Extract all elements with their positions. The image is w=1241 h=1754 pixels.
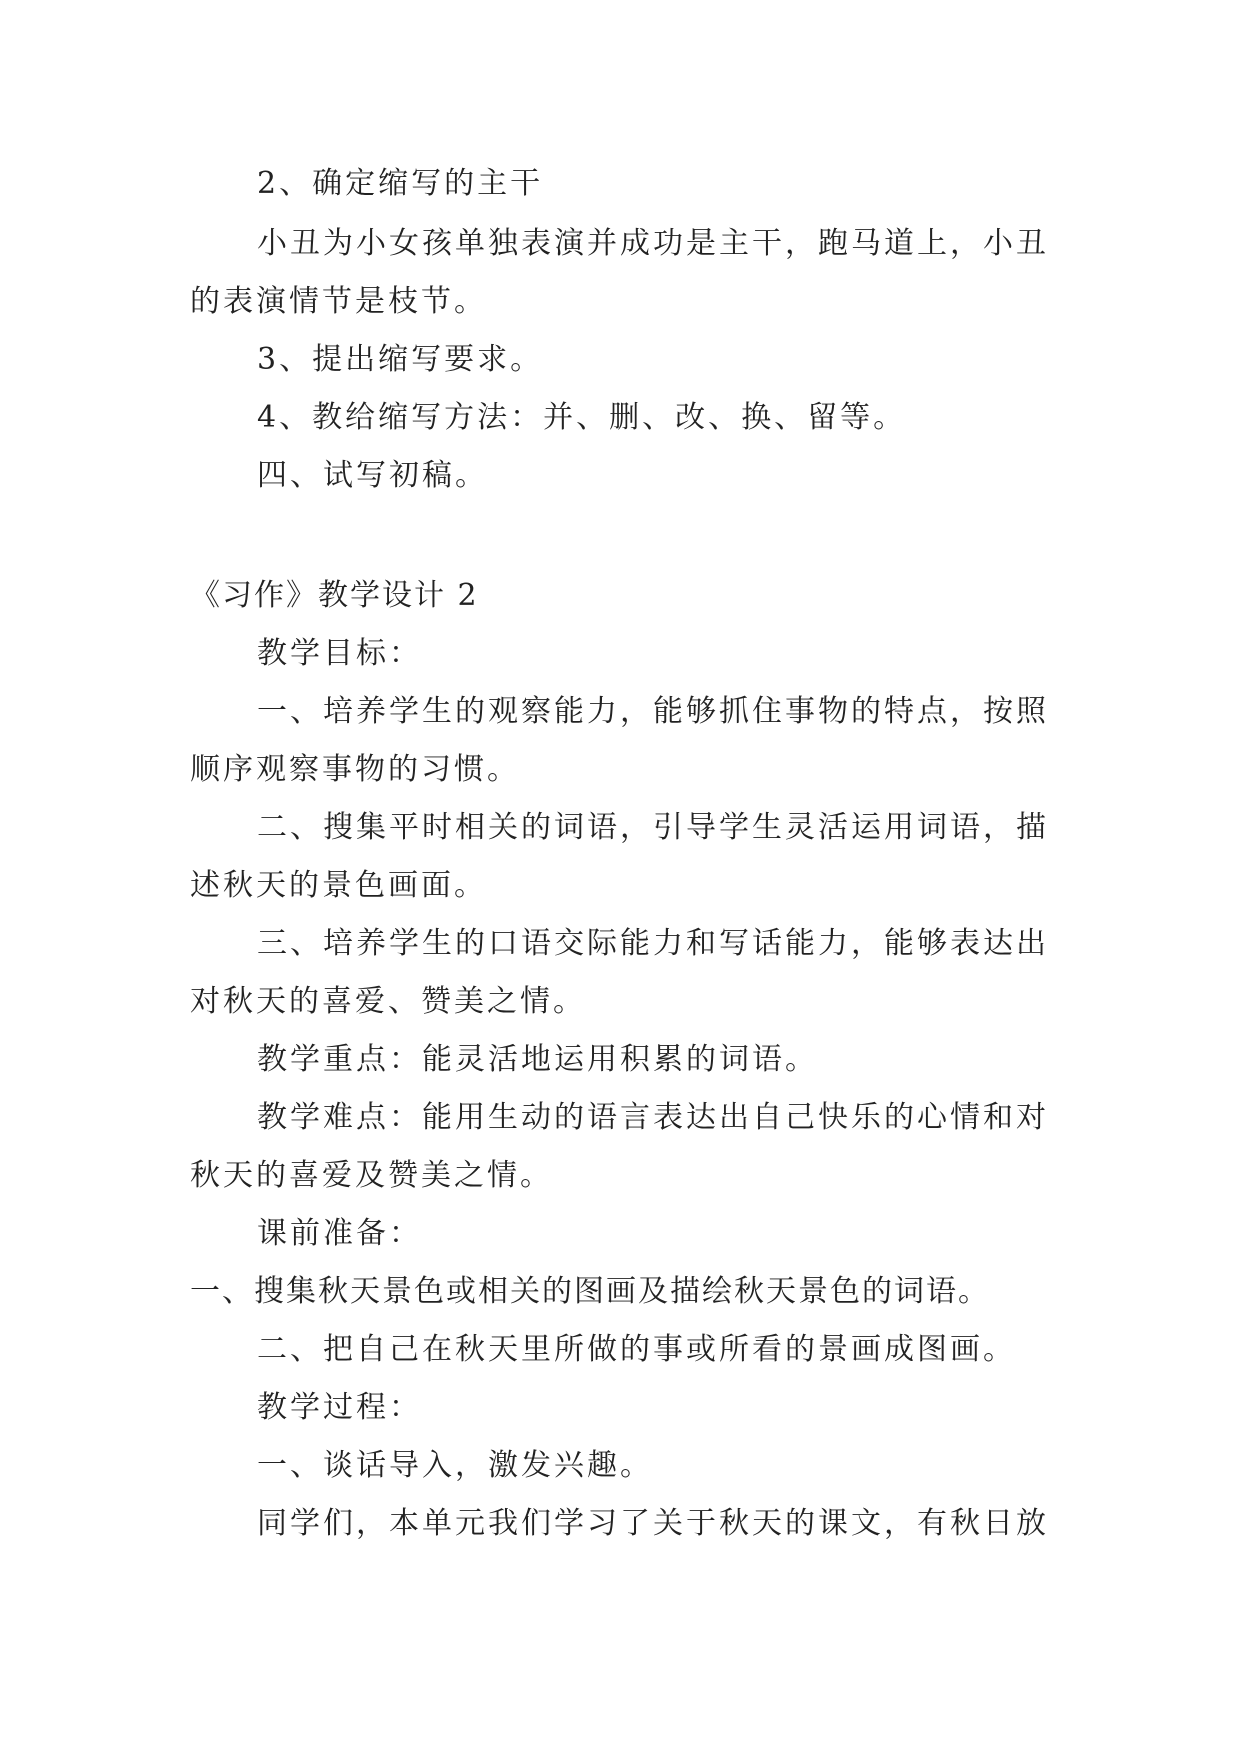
preparation-heading: 课前准备： bbox=[257, 1216, 422, 1251]
paragraph-line: 顺序观察事物的习惯。 bbox=[190, 752, 520, 787]
section-title: 《习作》教学设计 2 bbox=[190, 578, 479, 613]
paragraph-line: 小丑为小女孩单独表演并成功是主干，跑马道上，小丑 bbox=[257, 226, 1049, 261]
step-1-heading: 一、谈话导入，激发兴趣。 bbox=[257, 1448, 653, 1483]
objectives-heading: 教学目标： bbox=[257, 636, 422, 671]
step-2-heading: 2、确定缩写的主干 bbox=[257, 166, 544, 201]
key-point-line: 教学重点：能灵活地运用积累的词语。 bbox=[257, 1042, 818, 1077]
paragraph-line: 的表演情节是枝节。 bbox=[190, 284, 487, 319]
difficulty-line: 教学难点：能用生动的语言表达出自己快乐的心情和对 bbox=[257, 1100, 1049, 1135]
paragraph-line: 二、把自己在秋天里所做的事或所看的景画成图画。 bbox=[257, 1332, 1016, 1367]
paragraph-line: 一、培养学生的观察能力，能够抓住事物的特点，按照 bbox=[257, 694, 1049, 729]
process-heading: 教学过程： bbox=[257, 1390, 422, 1425]
paragraph-line: 秋天的喜爱及赞美之情。 bbox=[190, 1158, 553, 1193]
section-4-heading: 四、试写初稿。 bbox=[257, 458, 488, 493]
paragraph-line: 对秋天的喜爱、赞美之情。 bbox=[190, 984, 586, 1019]
step-3-heading: 3、提出缩写要求。 bbox=[257, 342, 544, 377]
paragraph-line: 二、搜集平时相关的词语，引导学生灵活运用词语，描 bbox=[257, 810, 1049, 845]
paragraph-line: 一、搜集秋天景色或相关的图画及描绘秋天景色的词语。 bbox=[190, 1274, 990, 1309]
paragraph-line: 述秋天的景色画面。 bbox=[190, 868, 487, 903]
step-4-heading: 4、教给缩写方法：并、删、改、换、留等。 bbox=[257, 400, 907, 435]
paragraph-line: 三、培养学生的口语交际能力和写话能力，能够表达出 bbox=[257, 926, 1049, 961]
paragraph-line: 同学们，本单元我们学习了关于秋天的课文，有秋日放 bbox=[257, 1506, 1049, 1541]
